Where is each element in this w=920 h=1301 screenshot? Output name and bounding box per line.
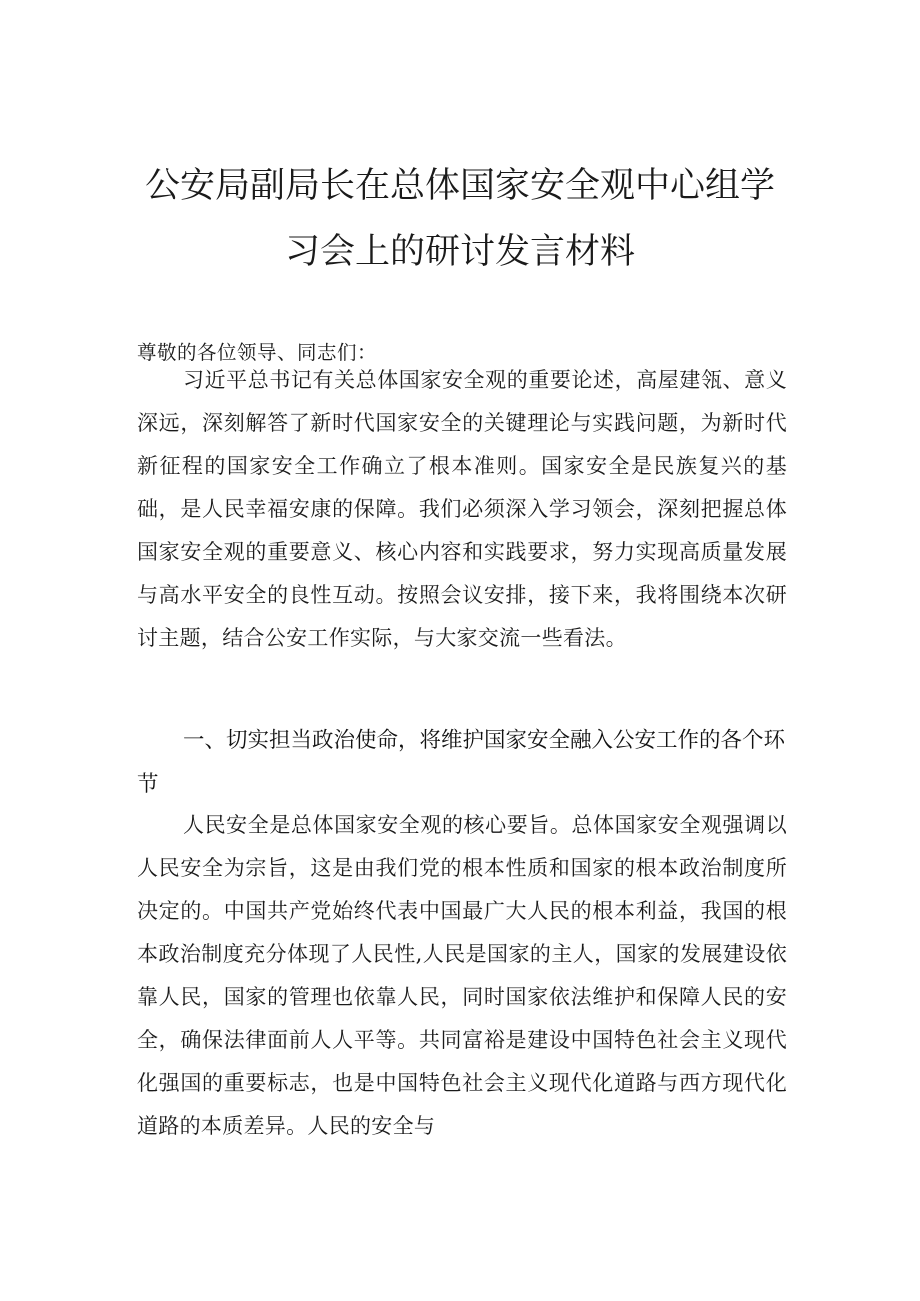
document-title-line-1: 公安局副局长在总体国家安全观中心组学: [144, 166, 775, 206]
paragraph-intro: 习近平总书记有关总体国家安全观的重要论述，高屋建瓴、意义深远，深刻解答了新时代国家安全的关键理论与实践问题，为新时代新征程的国家安全工作确立了根本准则。国家安全是民族复兴的基础，是人民幸福安康的保障。我们必须深入学习领会，深刻把握总体国家安全观的重要意义、核心内容和实践要求，努力实现高质量发展与高水平安全的良性互动。按照会议安排，接下来，我将围绕本次研讨主题，结合公安工作实际，与大家交流一些看法。: [137, 368, 787, 650]
paragraph-section-1: 人民安全是总体国家安全观的核心要旨。总体国家安全观强调以人民安全为宗旨，这是由我们党的根本性质和国家的根本政治制度所决定的。中国共产党始终代表中国最广大人民的根本利益，我国的根本政治制度充分体现了人民性,人民是国家的主人，国家的发展建设依靠人民，国家的管理也依靠人民，同时国家依法维护和保障人民的安全，确保法律面前人人平等。共同富裕是建设中国特色社会主义现代化强国的重要标志，也是中国特色社会主义现代化道路与西方现代化道路的本质差异。人民的安全与: [137, 813, 787, 1138]
salutation: 尊敬的各位领导、同志们：: [137, 341, 378, 364]
section-heading-1: 一、切实担当政治使命，将维护国家安全融入公安工作的各个环节: [137, 728, 786, 797]
document-title-line-2: 习会上的研讨发言材料: [284, 232, 635, 272]
